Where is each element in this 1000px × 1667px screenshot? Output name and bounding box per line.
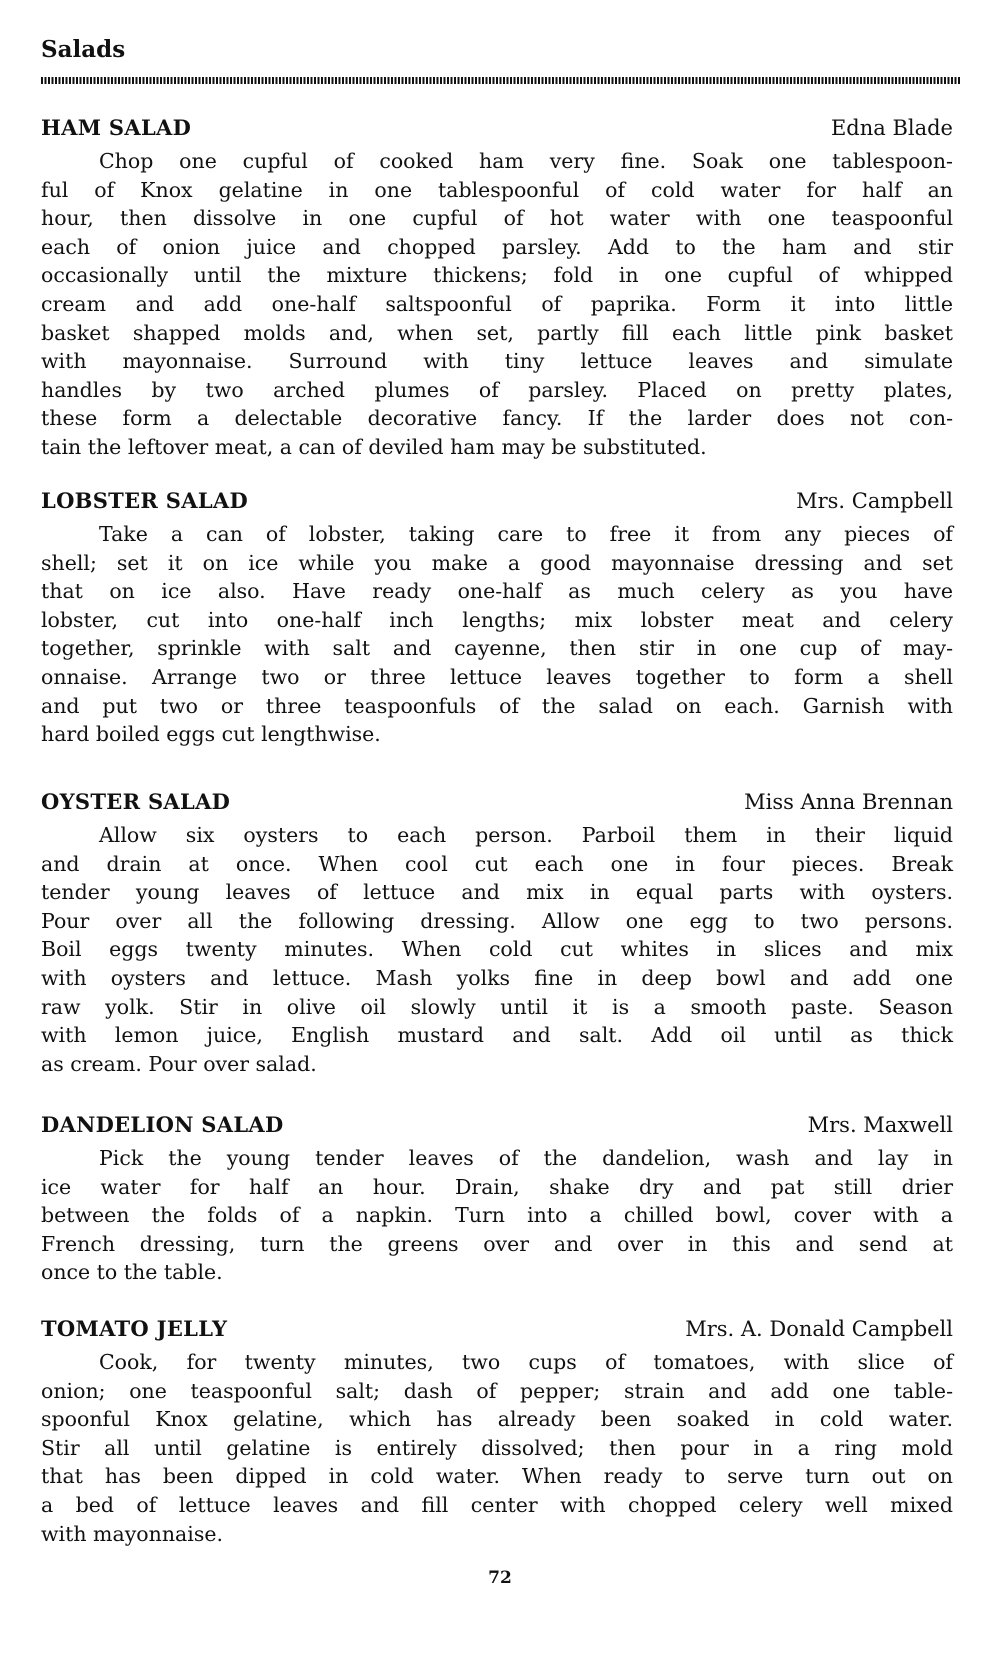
recipe-text-line — [41, 290, 953, 319]
recipe-title: HAM SALAD — [41, 115, 192, 140]
recipe-text-line — [41, 1050, 953, 1079]
line-text: and put two or three teaspoonfuls of the salad on each. Garnish with — [41, 693, 953, 718]
recipe-text-line — [41, 204, 953, 233]
header-rule — [41, 77, 960, 84]
recipe-text-line — [41, 634, 953, 663]
line-text: Stir all until gelatine is entirely dissolved; then pour in a ring mold — [41, 1435, 953, 1460]
recipe-author: Mrs. Maxwell — [807, 1113, 953, 1137]
line-text: with mayonnaise. — [41, 1521, 223, 1546]
recipe-title: LOBSTER SALAD — [41, 488, 248, 513]
recipe-text-line — [41, 176, 953, 205]
recipe-author: Mrs. Campbell — [796, 489, 953, 513]
recipe-header — [41, 1316, 953, 1348]
line-text: between the folds of a napkin. Turn into a chilled bowl, cover with a — [41, 1203, 953, 1228]
line-text: these form a delectable decorative fancy. If the larder does not con- — [41, 406, 953, 431]
recipe-text-line — [41, 850, 953, 879]
line-text: shell; set it on ice while you make a good mayonnaise dressing and set — [41, 550, 953, 575]
line-text: together, sprinkle with salt and cayenne, then stir in one cup of may- — [41, 636, 953, 661]
line-text: once to the table. — [41, 1260, 223, 1285]
recipe-author: Miss Anna Brennan — [744, 790, 953, 814]
recipe-text-line — [41, 1201, 953, 1230]
line-text: raw yolk. Stir in olive oil slowly until it is a smooth paste. Season — [41, 994, 953, 1019]
recipe-text-line — [41, 1173, 953, 1202]
recipe-text-line — [41, 1258, 953, 1287]
recipe-text-line — [41, 347, 953, 376]
line-text: and drain at once. When cool cut each one in four pieces. Break — [41, 851, 953, 876]
recipe-text-line — [41, 692, 953, 721]
recipe-author: Mrs. A. Donald Campbell — [685, 1317, 953, 1341]
line-text: tender young leaves of lettuce and mix in equal parts with oysters. — [41, 880, 953, 905]
line-text: French dressing, turn the greens over and over in this and send at — [41, 1231, 953, 1256]
recipe-text-line — [41, 1434, 953, 1463]
line-text: hard boiled eggs cut lengthwise. — [41, 722, 381, 747]
recipe-text-line — [41, 606, 953, 635]
recipe-text-line — [41, 404, 953, 433]
recipe-header — [41, 1112, 953, 1144]
recipe-text-line — [41, 720, 953, 749]
recipe-text-line — [41, 1144, 953, 1173]
recipe-text-line — [41, 261, 953, 290]
recipe-text-line — [41, 549, 953, 578]
recipe-lobster-salad — [41, 488, 953, 749]
line-text: with lemon juice, English mustard and salt. Add oil until as thick — [41, 1023, 953, 1048]
recipe-text-line — [41, 1491, 953, 1520]
page-number: 72 — [488, 1568, 512, 1588]
recipe-header — [41, 488, 953, 520]
line-text: onion; one teaspoonful salt; dash of pepper; strain and add one table- — [41, 1378, 953, 1403]
recipe-text-line — [41, 577, 953, 606]
line-text: spoonful Knox gelatine, which has already been soaked in cold water. — [41, 1407, 953, 1432]
line-text: ful of Knox gelatine in one tablespoonful of cold water for half an — [41, 177, 953, 202]
recipe-text-line — [41, 935, 953, 964]
recipe-text-line — [41, 1520, 953, 1549]
line-text: basket shapped molds and, when set, partly fill each little pink basket — [41, 320, 953, 345]
recipe-author: Edna Blade — [830, 116, 953, 140]
line-text: Pour over all the following dressing. Allow one egg to two persons. — [41, 908, 953, 933]
line-text: Allow six oysters to each person. Parboil them in their liquid — [99, 823, 953, 847]
line-text: that has been dipped in cold water. When ready to serve turn out on — [41, 1464, 953, 1489]
line-text: Boil eggs twenty minutes. When cold cut whites in slices and mix — [41, 937, 953, 962]
line-text: with mayonnaise. Surround with tiny lettuce leaves and simulate — [41, 349, 953, 374]
line-text: a bed of lettuce leaves and fill center with chopped celery well mixed — [41, 1492, 953, 1517]
recipe-text-line — [41, 376, 953, 405]
recipe-oyster-salad — [41, 789, 953, 1078]
line-text: tain the leftover meat, a can of deviled ham may be substituted. — [41, 434, 707, 459]
recipe-text-line — [41, 1377, 953, 1406]
recipe-text-line — [41, 1405, 953, 1434]
recipe-title: OYSTER SALAD — [41, 789, 231, 814]
recipe-text-line — [41, 878, 953, 907]
line-text: each of onion juice and chopped parsley. Add to the ham and stir — [41, 234, 953, 259]
recipe-text-line — [41, 147, 953, 176]
line-text: Cook, for twenty minutes, two cups of tomatoes, with slice of — [99, 1350, 953, 1374]
recipe-title: DANDELION SALAD — [41, 1112, 284, 1137]
line-text: Chop one cupful of cooked ham very fine. Soak one tablespoon- — [99, 149, 953, 173]
recipe-dandelion-salad — [41, 1112, 953, 1287]
section-title: Salads — [41, 36, 126, 63]
line-text: that on ice also. Have ready one-half as much celery as you have — [41, 579, 953, 604]
recipe-title: TOMATO JELLY — [41, 1316, 228, 1341]
recipe-text-line — [41, 663, 953, 692]
line-text: hour, then dissolve in one cupful of hot water with one teaspoonful — [41, 206, 953, 231]
recipe-text-line — [41, 993, 953, 1022]
recipe-text-line — [41, 964, 953, 993]
recipe-text-line — [41, 520, 953, 549]
recipe-header — [41, 115, 953, 147]
line-text: lobster, cut into one-half inch lengths; mix lobster meat and celery — [41, 607, 953, 632]
recipe-ham-salad — [41, 115, 953, 462]
line-text: cream and add one-half saltspoonful of paprika. Form it into little — [41, 291, 953, 316]
recipe-text-line — [41, 1348, 953, 1377]
line-text: as cream. Pour over salad. — [41, 1051, 317, 1076]
line-text: Pick the young tender leaves of the dandelion, wash and lay in — [99, 1146, 953, 1170]
recipe-text-line — [41, 233, 953, 262]
recipe-text-line — [41, 433, 953, 462]
line-text: handles by two arched plumes of parsley. Placed on pretty plates, — [41, 377, 953, 402]
recipe-text-line — [41, 319, 953, 348]
recipe-text-line — [41, 907, 953, 936]
recipe-text-line — [41, 1021, 953, 1050]
line-text: ice water for half an hour. Drain, shake dry and pat still drier — [41, 1174, 953, 1199]
recipe-text-line — [41, 1462, 953, 1491]
line-text: with oysters and lettuce. Mash yolks fine in deep bowl and add one — [41, 965, 953, 990]
recipe-text-line — [41, 1230, 953, 1259]
line-text: onnaise. Arrange two or three lettuce leaves together to form a shell — [41, 664, 953, 689]
line-text: occasionally until the mixture thickens; fold in one cupful of whipped — [41, 263, 953, 288]
recipe-tomato-jelly — [41, 1316, 953, 1548]
recipe-text-line — [41, 821, 953, 850]
line-text: Take a can of lobster, taking care to free it from any pieces of — [99, 522, 953, 546]
recipe-header — [41, 789, 953, 821]
